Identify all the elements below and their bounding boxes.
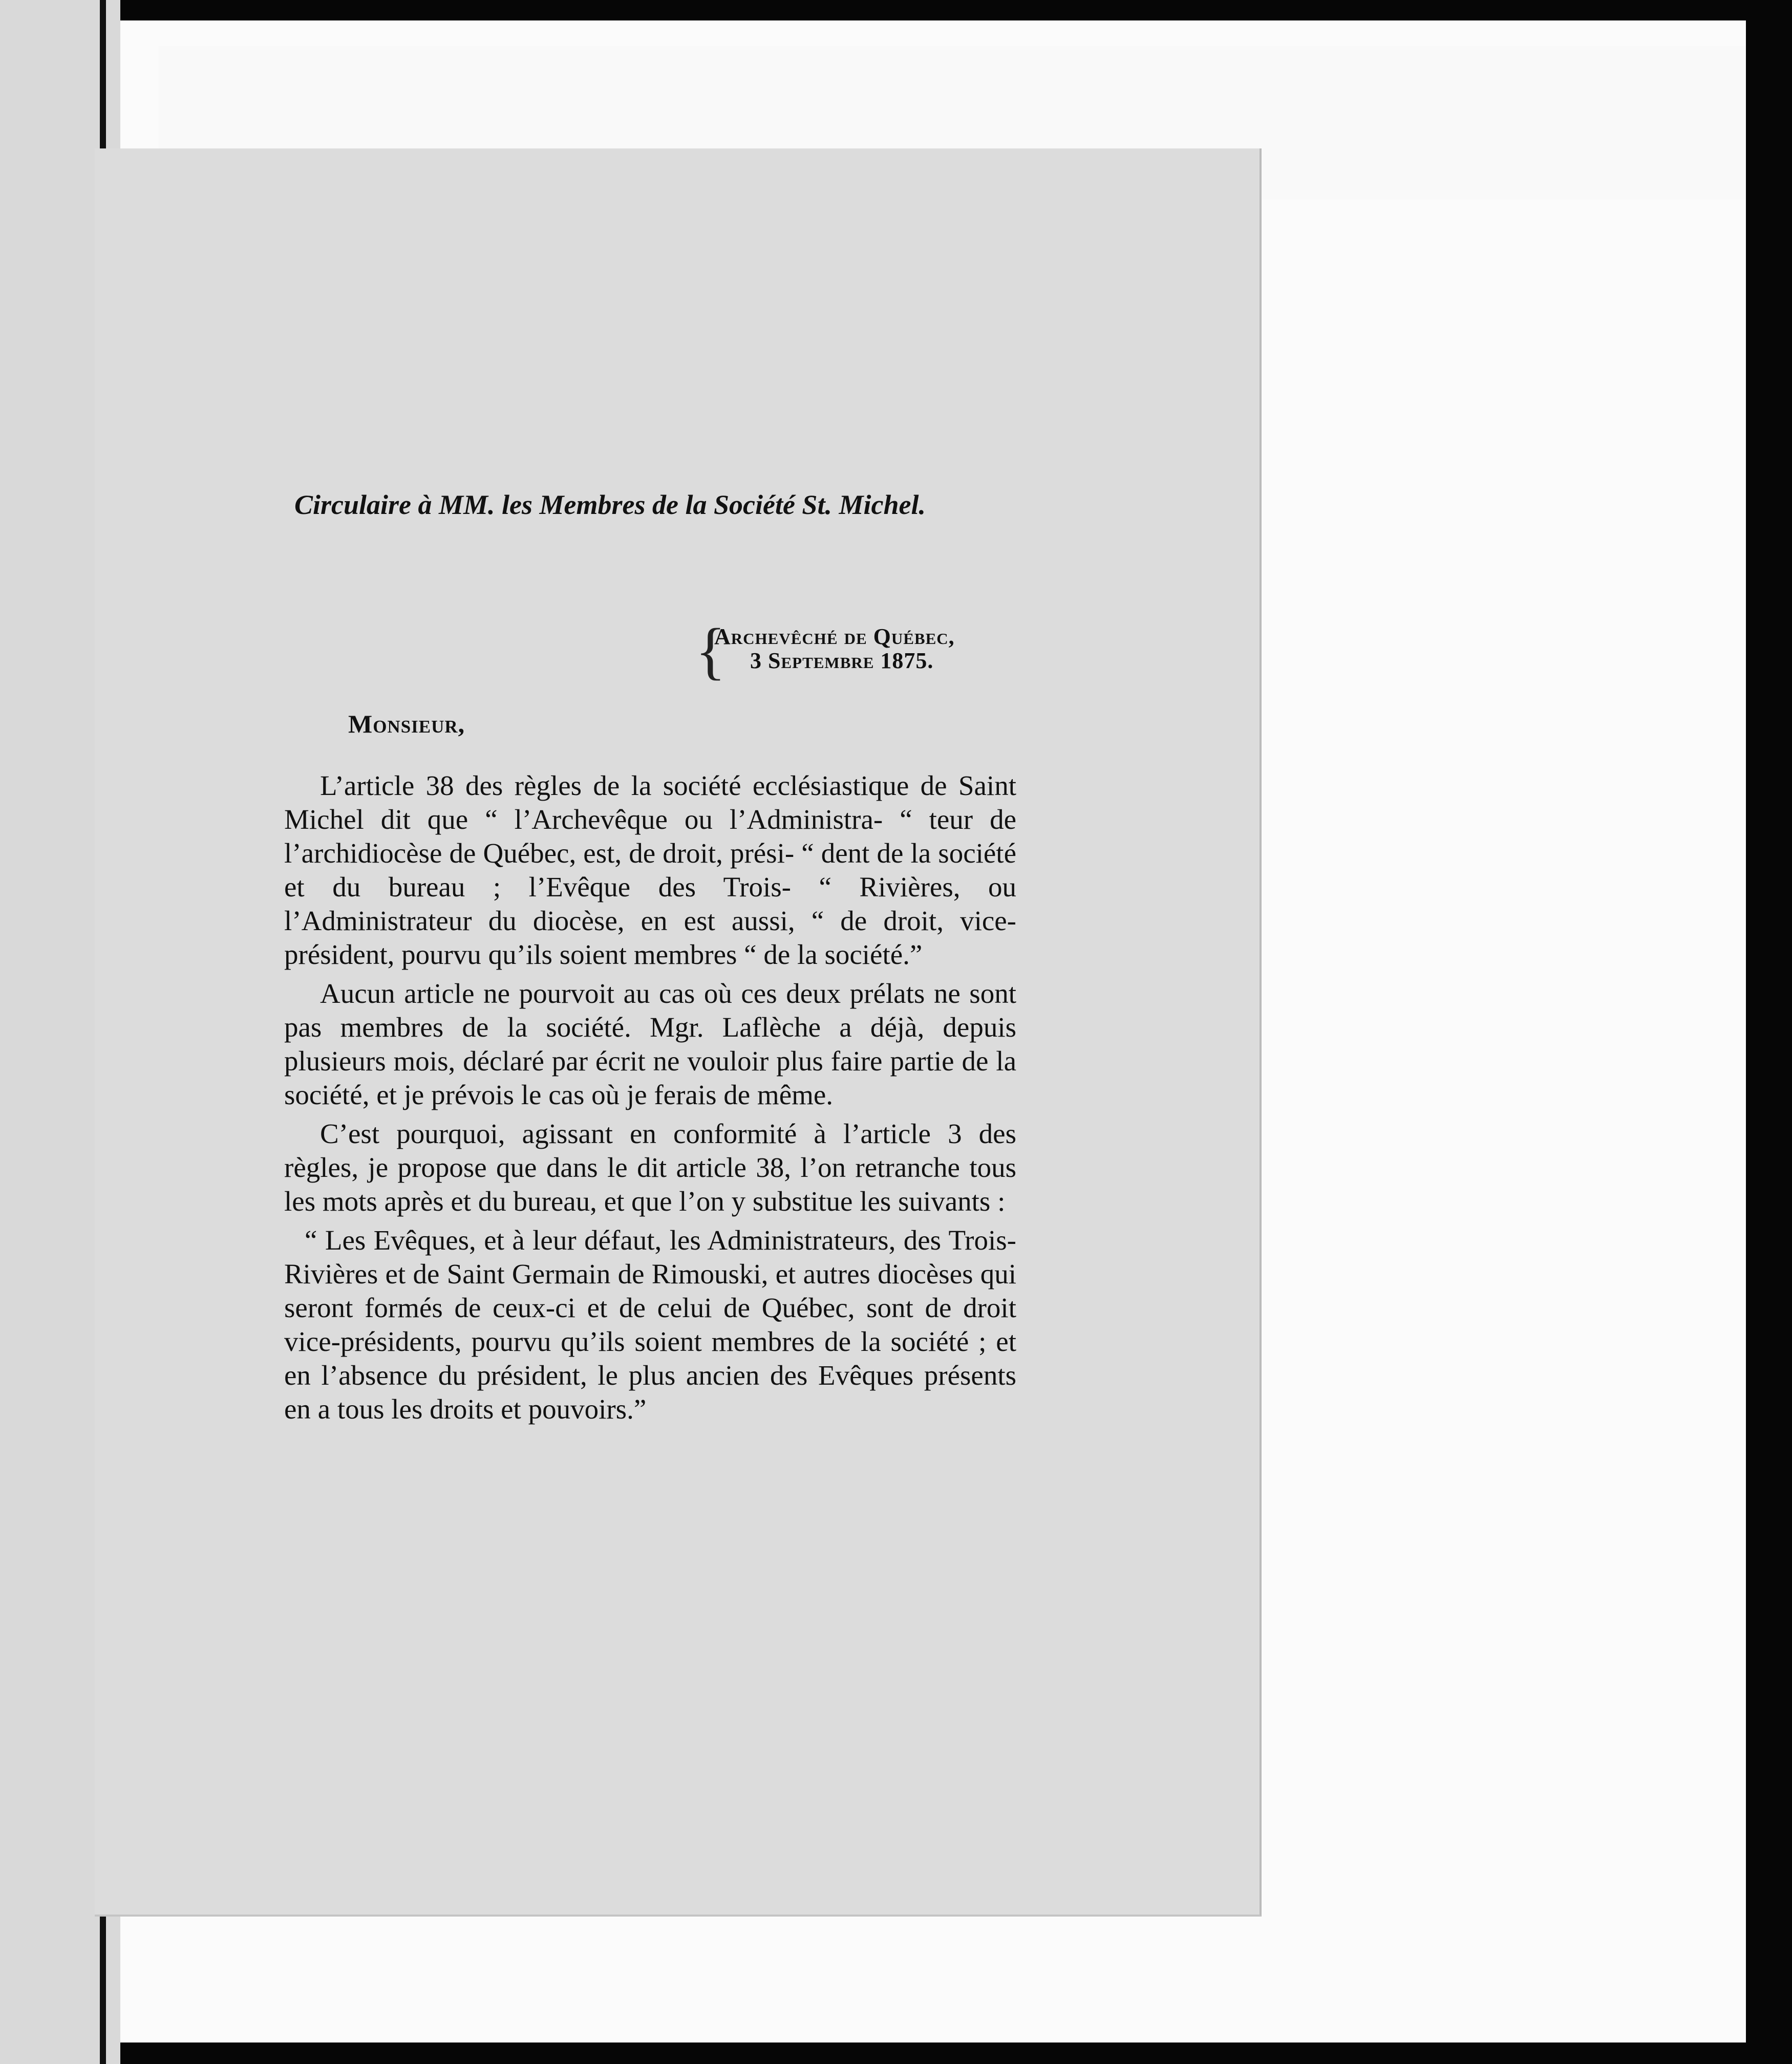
paragraph-no-provision: Aucun article ne pourvoit au cas où ces deux prélats ne sont pas membres de la société. Mgr. Laflèche a déjà, depuis plusieurs mois, déclaré par écrit ne vouloir plus faire partie de la société, et je prévois le cas où je ferais de même. [284,978,1016,1110]
paragraph-article-38: L’article 38 des règles de la société ecclésiastique de Saint Michel dit que “ l’Archevêque ou l’Administra- “ teur de l’archidiocèse de Québec, est, de droit, prési- “ dent de la société et du bureau ; l’Evêque des Trois- “ Rivières, ou l’Administrateur du diocèse, en est aussi, “ de droit, vice-président, pourvu qu’ils soient membres “ de la société.” [284,770,1016,970]
salutation: Monsieur, [348,709,465,738]
paragraph-proposal: C’est pourquoi, agissant en conformité à l’article 3 des règles, je propose que dans le dit article 38, l’on retranche tous les mots après et du bureau, et que l’on y substitue les suivants : [284,1118,1016,1217]
page-title: Circulaire à MM. les Membres de la Société St. Michel. [294,489,926,520]
dateline-date: 3 Septembre 1875. [750,648,934,673]
dateline-place: Archevêché de Québec, [714,624,955,649]
paragraph-new-text: “ Les Evêques, et à leur défaut, les Administrateurs, des Trois-Rivières et de Saint Germain de Rimouski, et autres diocèses qui seront formés de ceux-ci et de celui de Québec, sont de droit vice-présidents, pourvu qu’ils soient membres de la société ; et en l’absence du président, le plus ancien des Evêques présents en a tous les droits et pouvoirs.” [284,1224,1016,1425]
brace-glyph: { [695,616,726,686]
letter-body [284,769,1016,1431]
